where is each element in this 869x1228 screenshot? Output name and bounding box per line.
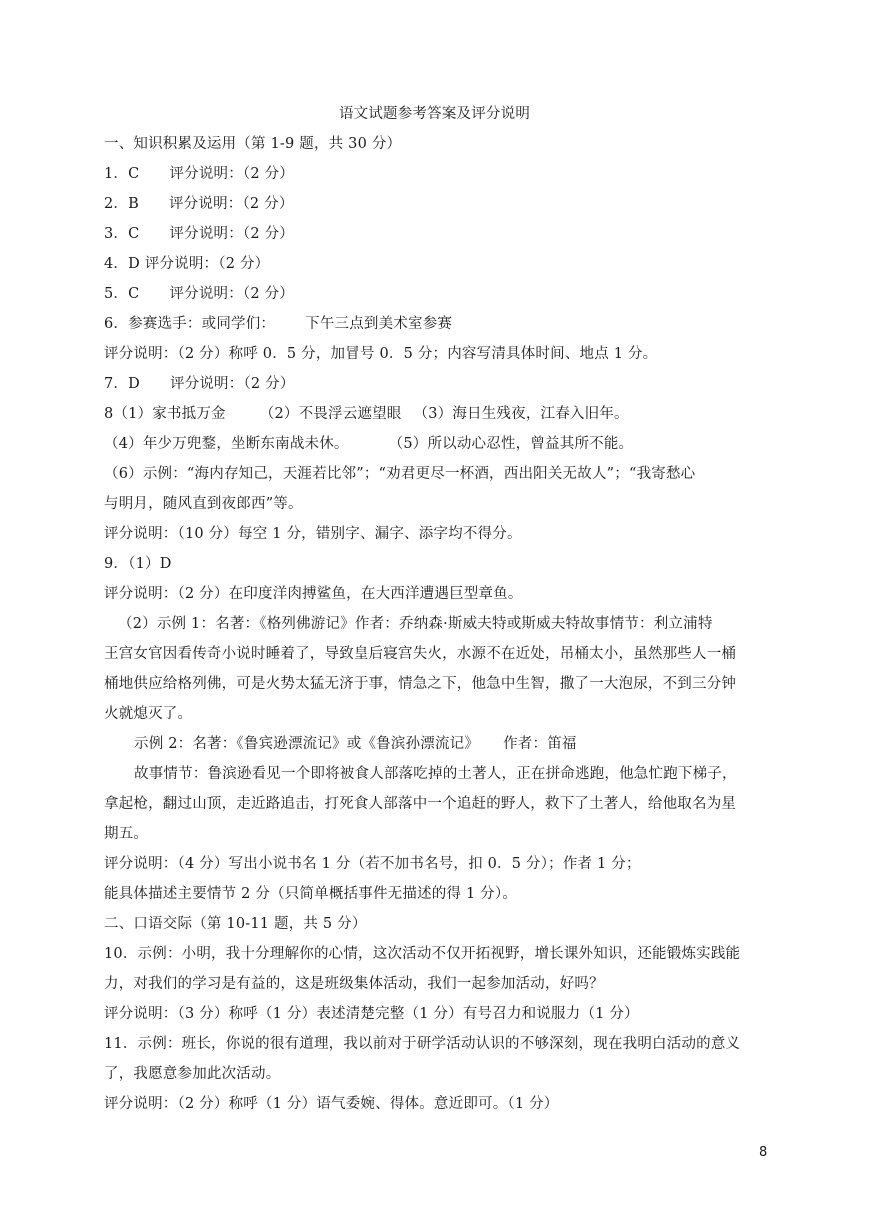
answer-choice: 3．C (104, 226, 140, 242)
page-title: 语文试题参考答案及评分说明 (338, 106, 531, 122)
answer-q1 (104, 164, 294, 184)
example-2-line3: 拿起枪，翻过山顶，走近路追击，打死食人部落中一个追赶的野人，救下了土著人，给他取名为星 (104, 796, 737, 812)
scoring-note: 评分说明：（2 分） (168, 196, 294, 212)
answer-q2 (104, 194, 294, 214)
answer-q5 (104, 284, 294, 304)
answer-text: 作者：笛福 (503, 736, 577, 752)
scoring-note: 评分说明：（2 分） (169, 226, 295, 242)
example-2-line1 (134, 734, 577, 754)
scoring-note-q9-2-line1: 评分说明：（4 分）写出小说书名 1 分（若不加书名号，扣 0．5 分）；作者 1 分； (104, 856, 641, 872)
answer-q8-line4: 与明月，随风直到夜郎西”等。 (104, 496, 303, 512)
answer-q11-line1: 11．示例：班长，你说的很有道理，我以前对于研学活动认识的不够深刻，现在我明白活动的意义 (104, 1036, 741, 1052)
answer-q10-line2: 力，对我们的学习是有益的，这是班级集体活动，我们一起参加活动，好吗？ (104, 976, 604, 992)
scoring-note: 评分说明：（2 分） (169, 166, 295, 182)
example-2-line2: 故事情节：鲁滨逊看见一个即将被食人部落吃掉的土著人，正在拼命逃跑，他急忙跑下梯子， (134, 766, 737, 782)
scoring-note-q9-1: 评分说明：（2 分）在印度洋肉搏鲨鱼，在大西洋遭遇巨型章鱼。 (104, 586, 523, 602)
answer-q3 (104, 224, 294, 244)
answer-text: （2）不畏浮云遮望眼 (259, 406, 402, 422)
answer-text: 下午三点到美术室参赛 (305, 316, 453, 332)
answer-q9-1: 9．（1）D (104, 556, 172, 572)
answer-q9-2-line4: 火就熄灭了。 (104, 706, 193, 722)
answer-q9-2-line3: 桶地供应给格列佛，可是火势太猛无济于事，情急之下，他急中生智，撒了一大泡尿，不到三分钟 (104, 676, 737, 692)
answer-text: 8（1）家书抵万金 (104, 406, 226, 422)
answer-choice: 7．D (104, 376, 140, 392)
answer-q6 (104, 314, 452, 334)
answer-q4: 4．D 评分说明：（2 分） (104, 256, 270, 272)
scoring-note: 评分说明：（2 分） (169, 286, 295, 302)
answer-q11-line2: 了，我愿意参加此次活动。 (104, 1066, 281, 1082)
scoring-note-q11: 评分说明：（2 分）称呼（1 分）语气委婉、得体。意近即可。（1 分） (104, 1096, 559, 1112)
answer-q10-line1: 10．示例：小明，我十分理解你的心情，这次活动不仅开拓视野，增长课外知识，还能锻炼实践能 (104, 946, 741, 962)
answer-text: 6．参赛选手：或同学们： (104, 316, 276, 332)
answer-q7 (104, 374, 295, 394)
scoring-note-q9-2-line2: 能具体描述主要情节 2 分（只简单概括事件无描述的得 1 分）。 (104, 886, 518, 902)
answer-text: （3）海日生残夜，江春入旧年。 (413, 406, 629, 422)
answer-choice: 1．C (104, 166, 140, 182)
section-heading-2: 二、口语交际（第 10-11 题，共 5 分） (104, 916, 367, 932)
answer-text: 示例 2：名著：《鲁宾逊漂流记》或《鲁滨孙漂流记》 (134, 736, 480, 752)
answer-q9-2-line2: 王宫女官因看传奇小说时睡着了，导致皇后寝宫失火，水源不在近处，吊桶太小，虽然那些人一桶 (104, 646, 737, 662)
answer-q9-2-line1: （2）示例 1：名著：《格列佛游记》作者：乔纳森·斯威夫特或斯威夫特故事情节：利立浦特 (118, 616, 713, 632)
scoring-note: 评分说明：（2 分） (169, 376, 295, 392)
answer-text: （5）所以动心忍性，曾益其所不能。 (388, 436, 634, 452)
scoring-note-q8: 评分说明：（10 分）每空 1 分，错别字、漏字、添字均不得分。 (104, 526, 522, 542)
answer-q8-line3: （6）示例：“海内存知己，天涯若比邻”；“劝君更尽一杯酒，西出阳关无故人”；“我寄愁心 (104, 466, 696, 482)
answer-q8-line2 (104, 434, 633, 454)
answer-text: （4）年少万兜鍪，坐断东南战未休。 (104, 436, 349, 452)
section-heading-1: 一、知识积累及运用（第 1-9 题，共 30 分） (104, 136, 402, 152)
answer-choice: 5．C (104, 286, 140, 302)
scoring-note-q6: 评分说明：（2 分）称呼 0．5 分，加冒号 0．5 分；内容写清具体时间、地点 1 分。 (104, 346, 658, 362)
answer-q8-line1 (104, 404, 629, 424)
example-2-line4: 期五。 (104, 826, 149, 842)
page-number: 8 (759, 1145, 768, 1160)
scoring-note-q10: 评分说明：（3 分）称呼（1 分）表述清楚完整（1 分）有号召力和说服力（1 分） (104, 1006, 639, 1022)
answer-choice: 2．B (104, 196, 139, 212)
